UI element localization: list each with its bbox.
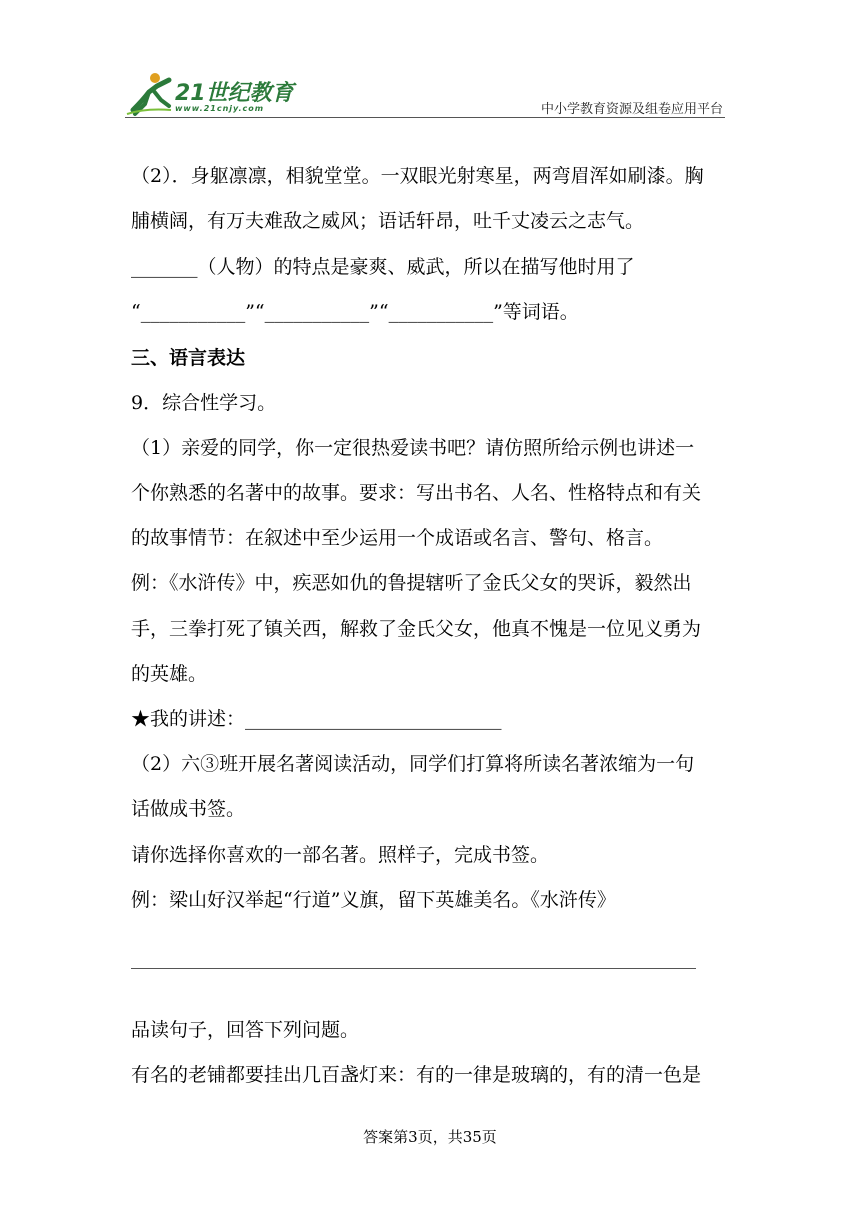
platform-name: 中小学教育资源及组卷应用平台 (540, 102, 723, 117)
logo (125, 70, 295, 118)
page-header (125, 64, 725, 118)
text-line: 请你选择你喜欢的一部名著。照样子，完成书签。 (131, 844, 550, 866)
text-line: （1）亲爱的同学，你一定很热爱读书吧？请仿照所给示例也讲述一 (131, 437, 695, 459)
text-line: 有名的老铺都要挂出几百盏灯来：有的一律是玻璃的，有的清一色是 (131, 1064, 702, 1086)
text-line: （2）六③班开展名著阅读活动，同学们打算将所读名著浓缩为一句 (131, 753, 695, 775)
text-line: 的英雄。 (131, 663, 208, 685)
text-line: “___________”“___________”“___________”等词语。 (131, 301, 579, 323)
page-footer: 答案第3页，共35页 (363, 1128, 497, 1146)
text-line: _______（人物）的特点是豪爽、威武，所以在描写他时用了 (131, 256, 635, 278)
logo-text: 21世纪教育 (175, 81, 294, 106)
text-line: 手，三拳打死了镇关西，解救了金氏父女，他真不愧是一位见义勇为 (131, 618, 702, 640)
text-line: 个你熟悉的名著中的故事。要求：写出书名、人名、性格特点和有关 (131, 482, 702, 504)
text-line: 例：《水浒传》中，疾恶如仇的鲁提辖听了金氏父女的哭诉，毅然出 (131, 572, 692, 594)
answer-blank-line (131, 968, 696, 969)
text-line: 品读句子，回答下列问题。 (131, 1019, 360, 1041)
logo-url: www.21cnjy.com (175, 104, 265, 113)
text-line: 的故事情节：在叙述中至少运用一个成语或名言、警句、格言。 (131, 527, 664, 549)
question-title: 9．综合性学习。 (131, 392, 277, 414)
section-heading: 三、语言表达 (131, 347, 246, 369)
answer-line: ★我的讲述：___________________________ (131, 708, 502, 730)
text-line: （2）．身躯凛凛，相貌堂堂。一双眼光射寒星，两弯眉浑如刷漆。胸 (131, 165, 704, 187)
header-divider (125, 117, 725, 118)
text-line: 话做成书签。 (131, 798, 246, 820)
text-line: 例：梁山好汉举起“行道”义旗，留下英雄美名。《水浒传》 (131, 889, 616, 911)
text-line: 脯横阔，有万夫难敌之威风；语话轩昂，吐千丈凌云之志气。 (131, 210, 645, 232)
runner-logo-icon (125, 70, 175, 118)
